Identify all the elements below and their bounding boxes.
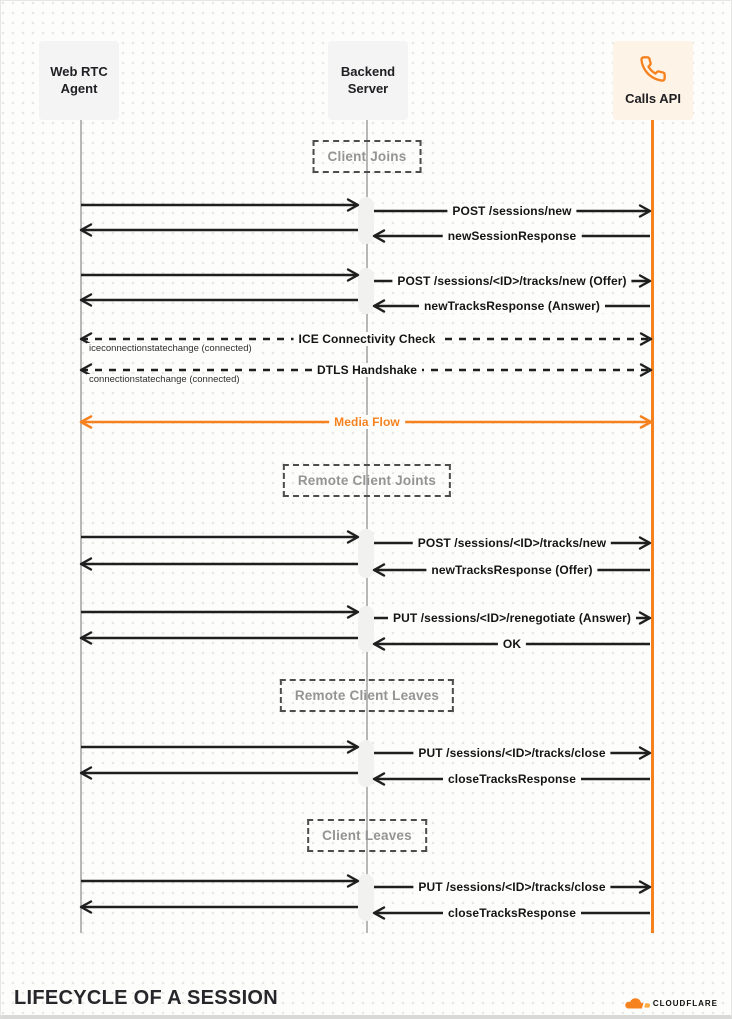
message-label: closeTracksResponse [443, 906, 581, 920]
cloudflare-wordmark: CLOUDFLARE [652, 999, 718, 1008]
actor-label: Calls API [625, 91, 681, 107]
message-label: ICE Connectivity Check [294, 332, 441, 346]
message-label: DTLS Handshake [312, 363, 422, 377]
message-sublabel: iceconnectionstatechange (connected) [89, 343, 252, 354]
message-label: PUT /sessions/<ID>/tracks/close [413, 880, 610, 894]
group-remote-client-leaves: Remote Client Leaves [280, 679, 454, 712]
group-remote-client-joints: Remote Client Joints [283, 464, 451, 497]
message-label: POST /sessions/new [447, 204, 576, 218]
message-label: POST /sessions/<ID>/tracks/new [413, 536, 611, 550]
phone-icon [637, 53, 669, 85]
actor-backend-server [328, 41, 408, 120]
cloudflare-logo [624, 996, 718, 1011]
message-label: newTracksResponse (Offer) [426, 563, 597, 577]
cloudflare-cloud-icon [624, 996, 650, 1011]
message-label: newSessionResponse [443, 229, 582, 243]
message-label: POST /sessions/<ID>/tracks/new (Offer) [392, 274, 631, 288]
message-label: newTracksResponse (Answer) [419, 299, 605, 313]
group-client-leaves: Client Leaves [307, 819, 427, 852]
actor-label: Web RTC Agent [50, 63, 108, 96]
message-label: closeTracksResponse [443, 772, 581, 786]
message-label: PUT /sessions/<ID>/renegotiate (Answer) [388, 611, 636, 625]
message-label: Media Flow [329, 415, 405, 429]
message-sublabel: connectionstatechange (connected) [89, 374, 240, 385]
actor-label: Backend Server [340, 63, 396, 96]
message-label: PUT /sessions/<ID>/tracks/close [413, 746, 610, 760]
message-label: OK [498, 637, 526, 651]
actor-webrtc-agent [39, 41, 119, 120]
diagram-title: LIFECYCLE OF A SESSION [14, 987, 279, 1009]
actor-calls-api [613, 41, 693, 120]
group-client-joins: Client Joins [313, 140, 422, 173]
